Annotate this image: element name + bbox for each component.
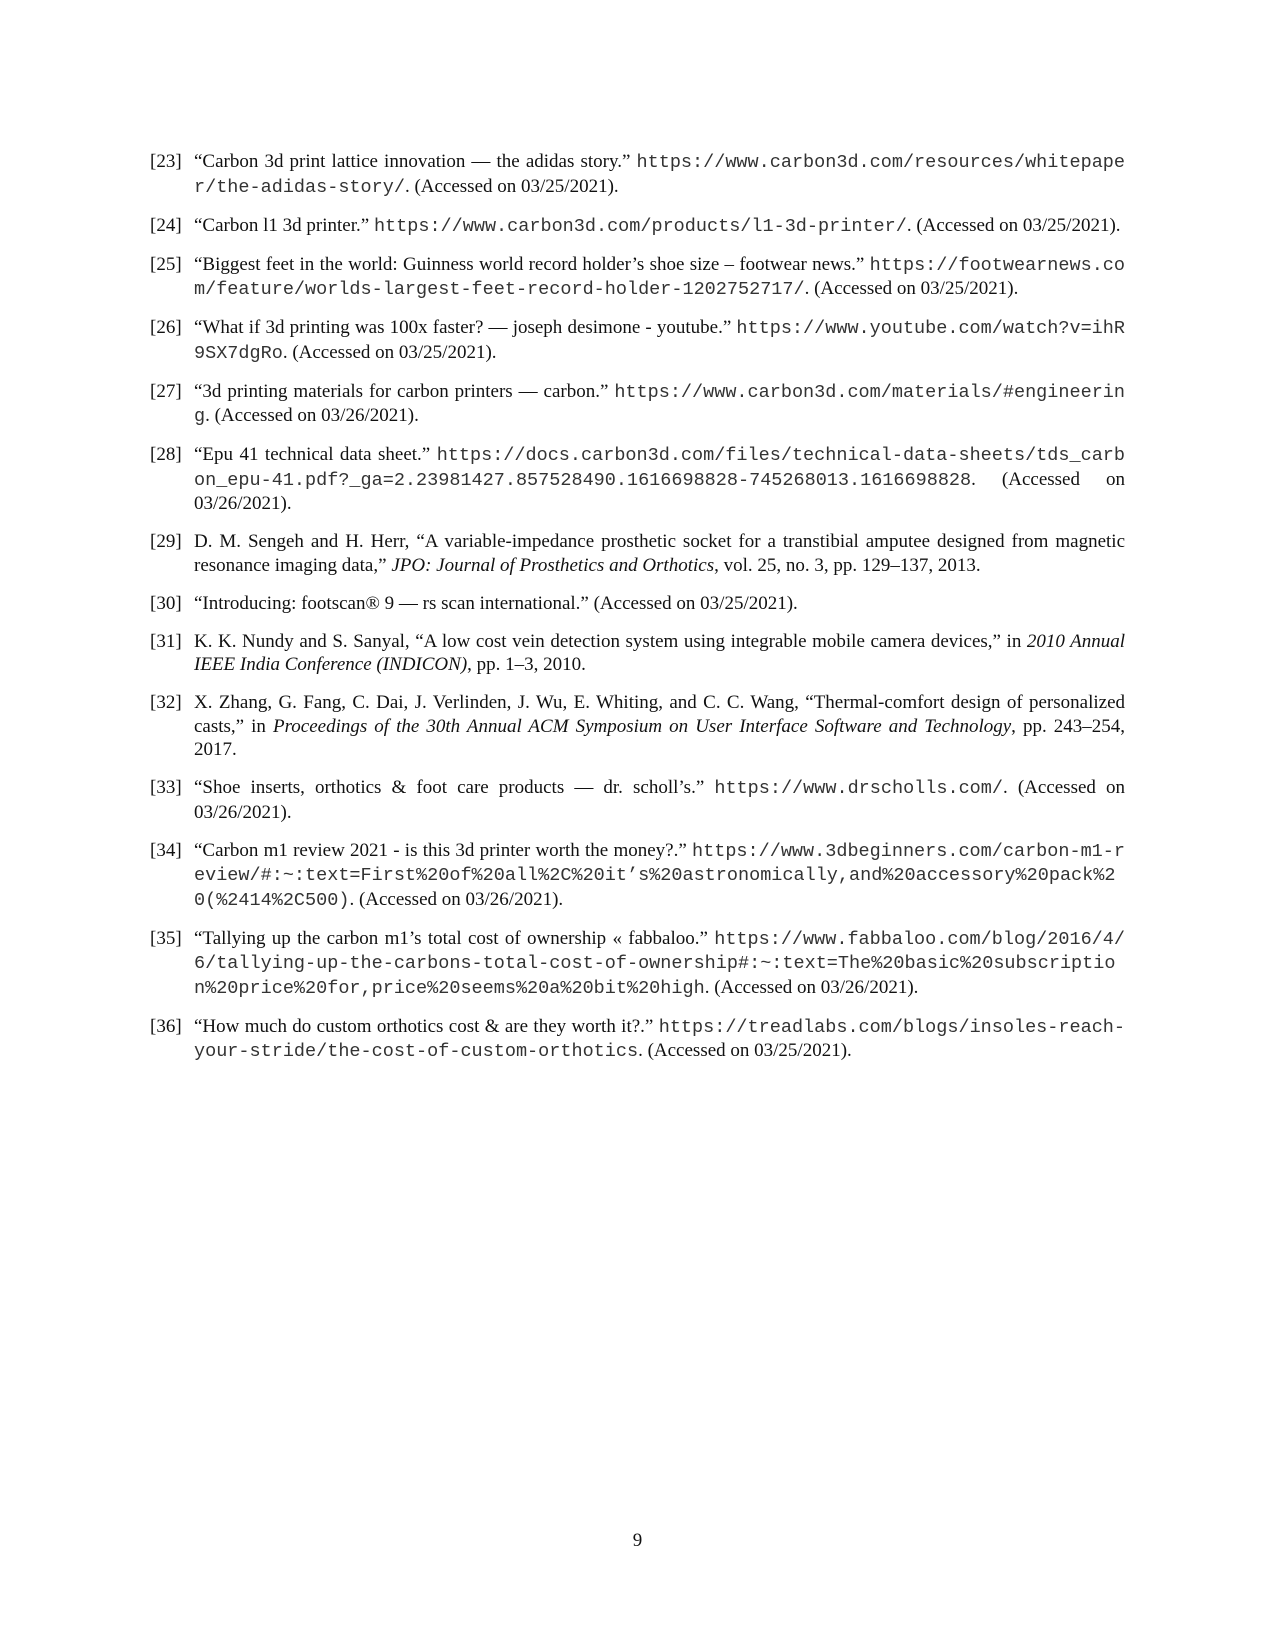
- reference-text: . (Accessed on 03/25/2021).: [804, 278, 1019, 299]
- reference-entry: [150, 691, 1125, 762]
- reference-number: [29]: [150, 531, 182, 552]
- reference-text: “Carbon 3d print lattice innovation — the adidas story.”: [194, 151, 637, 172]
- reference-entry: [150, 150, 1125, 199]
- reference-text: . (Accessed on 03/25/2021).: [638, 1040, 852, 1061]
- reference-url-link[interactable]: https://www.3dbeginners.com/carbon-m1-review/#:~:text=First%20of%20all%2C%20it’s%20astronomically,and%20accessory%20pack%20(%2414%2C500): [194, 840, 1125, 911]
- reference-text: “Shoe inserts, orthotics & foot care products — dr. scholl’s.”: [194, 777, 715, 798]
- reference-number: [24]: [150, 214, 182, 236]
- reference-text: “Epu 41 technical data sheet.”: [194, 444, 437, 465]
- reference-text: , pp. 243–254, 2017.: [194, 715, 1125, 760]
- reference-text: . (Accessed on 03/26/2021).: [194, 777, 1125, 823]
- reference-text: “How much do custom orthotics cost & are they worth it?.”: [194, 1015, 659, 1037]
- reference-entry: [150, 630, 1125, 677]
- reference-url-link[interactable]: https://www.drscholls.com/: [714, 778, 1003, 799]
- reference-entry: [150, 380, 1125, 429]
- reference-entry: [150, 592, 1125, 616]
- reference-url-link[interactable]: https://www.carbon3d.com/materials/#engineering: [194, 381, 1125, 427]
- reference-venue: 2010 Annual IEEE India Conference (INDICON): [194, 630, 1125, 675]
- reference-text: “3d printing materials for carbon printers — carbon.”: [194, 380, 615, 402]
- reference-url-link[interactable]: https://www.carbon3d.com/resources/whitepaper/the-adidas-story/: [194, 152, 1125, 198]
- reference-entry: [150, 1015, 1125, 1064]
- reference-url-link[interactable]: https://www.youtube.com/watch?v=ihR9SX7dgRo: [194, 318, 1125, 364]
- reference-number: [26]: [150, 317, 182, 338]
- reference-text: . (Accessed on 03/26/2021).: [205, 405, 419, 426]
- reference-number: [35]: [150, 927, 182, 949]
- reference-text: D. M. Sengeh and H. Herr, “A variable-impedance prosthetic socket for a transtibial amputee designed from magnetic resonance imaging data,”: [194, 531, 1125, 576]
- reference-number: [32]: [150, 692, 182, 713]
- reference-url-link[interactable]: https://www.carbon3d.com/products/l1-3d-printer/: [373, 215, 907, 237]
- reference-number: [30]: [150, 592, 182, 614]
- reference-text: , pp. 1–3, 2010.: [467, 654, 586, 675]
- reference-number: [27]: [150, 380, 182, 402]
- reference-url-link[interactable]: https://www.fabbaloo.com/blog/2016/4/6/tallying-up-the-carbons-total-cost-of-ownership#:~:text=The%20basic%20subscription%20price%20for,price%20seems%20a%20bit%20high: [194, 928, 1125, 999]
- reference-entry: [150, 839, 1125, 913]
- reference-venue: JPO: Journal of Prosthetics and Orthotics: [391, 554, 715, 576]
- reference-list: [150, 150, 1125, 1078]
- reference-text: . (Accessed on 03/25/2021).: [282, 341, 497, 363]
- reference-entry: [150, 530, 1125, 577]
- reference-number: [25]: [150, 253, 182, 275]
- reference-entry: [150, 927, 1125, 1001]
- reference-text: , vol. 25, no. 3, pp. 129–137, 2013.: [714, 554, 981, 576]
- reference-text: . (Accessed on 03/25/2021).: [404, 175, 619, 197]
- reference-text: “Biggest feet in the world: Guinness world record holder’s shoe size – footwear news.”: [194, 253, 870, 275]
- reference-text: K. K. Nundy and S. Sanyal, “A low cost vein detection system using integrable mobile camera devices,” in: [194, 630, 1027, 652]
- reference-number: [36]: [150, 1015, 182, 1037]
- reference-number: [31]: [150, 630, 182, 652]
- reference-entry: [150, 443, 1125, 516]
- reference-text: . (Accessed on 03/26/2021).: [349, 888, 564, 910]
- reference-text: . (Accessed on 03/26/2021).: [704, 976, 919, 998]
- reference-text: “Introducing: footscan® 9 — rs scan international.” (Accessed on 03/25/2021).: [194, 592, 798, 614]
- reference-entry: [150, 214, 1125, 239]
- reference-text: “What if 3d printing was 100x faster? — joseph desimone - youtube.”: [194, 317, 737, 338]
- reference-entry: [150, 776, 1125, 824]
- reference-text: . (Accessed on 03/25/2021).: [906, 214, 1121, 236]
- page-number: 9: [632, 1530, 643, 1551]
- reference-venue: Proceedings of the 30th Annual ACM Symposium on User Interface Software and Technology: [272, 715, 1012, 737]
- reference-text: “Tallying up the carbon m1’s total cost of ownership « fabbaloo.”: [194, 927, 715, 949]
- reference-text: X. Zhang, G. Fang, C. Dai, J. Verlinden, J. Wu, E. Whiting, and C. C. Wang, “Thermal-comfort design of personalized casts,” in: [194, 692, 1125, 737]
- reference-text: “Carbon l1 3d printer.”: [194, 214, 374, 236]
- reference-entry: [150, 316, 1125, 365]
- reference-number: [28]: [150, 444, 182, 465]
- reference-url-link[interactable]: https://treadlabs.com/blogs/insoles-reach-your-stride/the-cost-of-custom-orthotics: [194, 1016, 1125, 1062]
- reference-number: [34]: [150, 839, 182, 861]
- reference-text: “Carbon m1 review 2021 - is this 3d printer worth the money?.”: [194, 839, 693, 861]
- reference-url-link[interactable]: https://footwearnews.com/feature/worlds-largest-feet-record-holder-1202752717/: [194, 254, 1125, 300]
- reference-text: . (Accessed on 03/26/2021).: [194, 468, 1125, 514]
- reference-number: [33]: [150, 777, 182, 798]
- reference-entry: [150, 253, 1125, 302]
- reference-url-link[interactable]: https://docs.carbon3d.com/files/technical-data-sheets/tds_carbon_epu-41.pdf?_ga=2.23981427.857528490.1616698828-745268013.1616698828: [194, 445, 1125, 491]
- reference-number: [23]: [150, 151, 182, 172]
